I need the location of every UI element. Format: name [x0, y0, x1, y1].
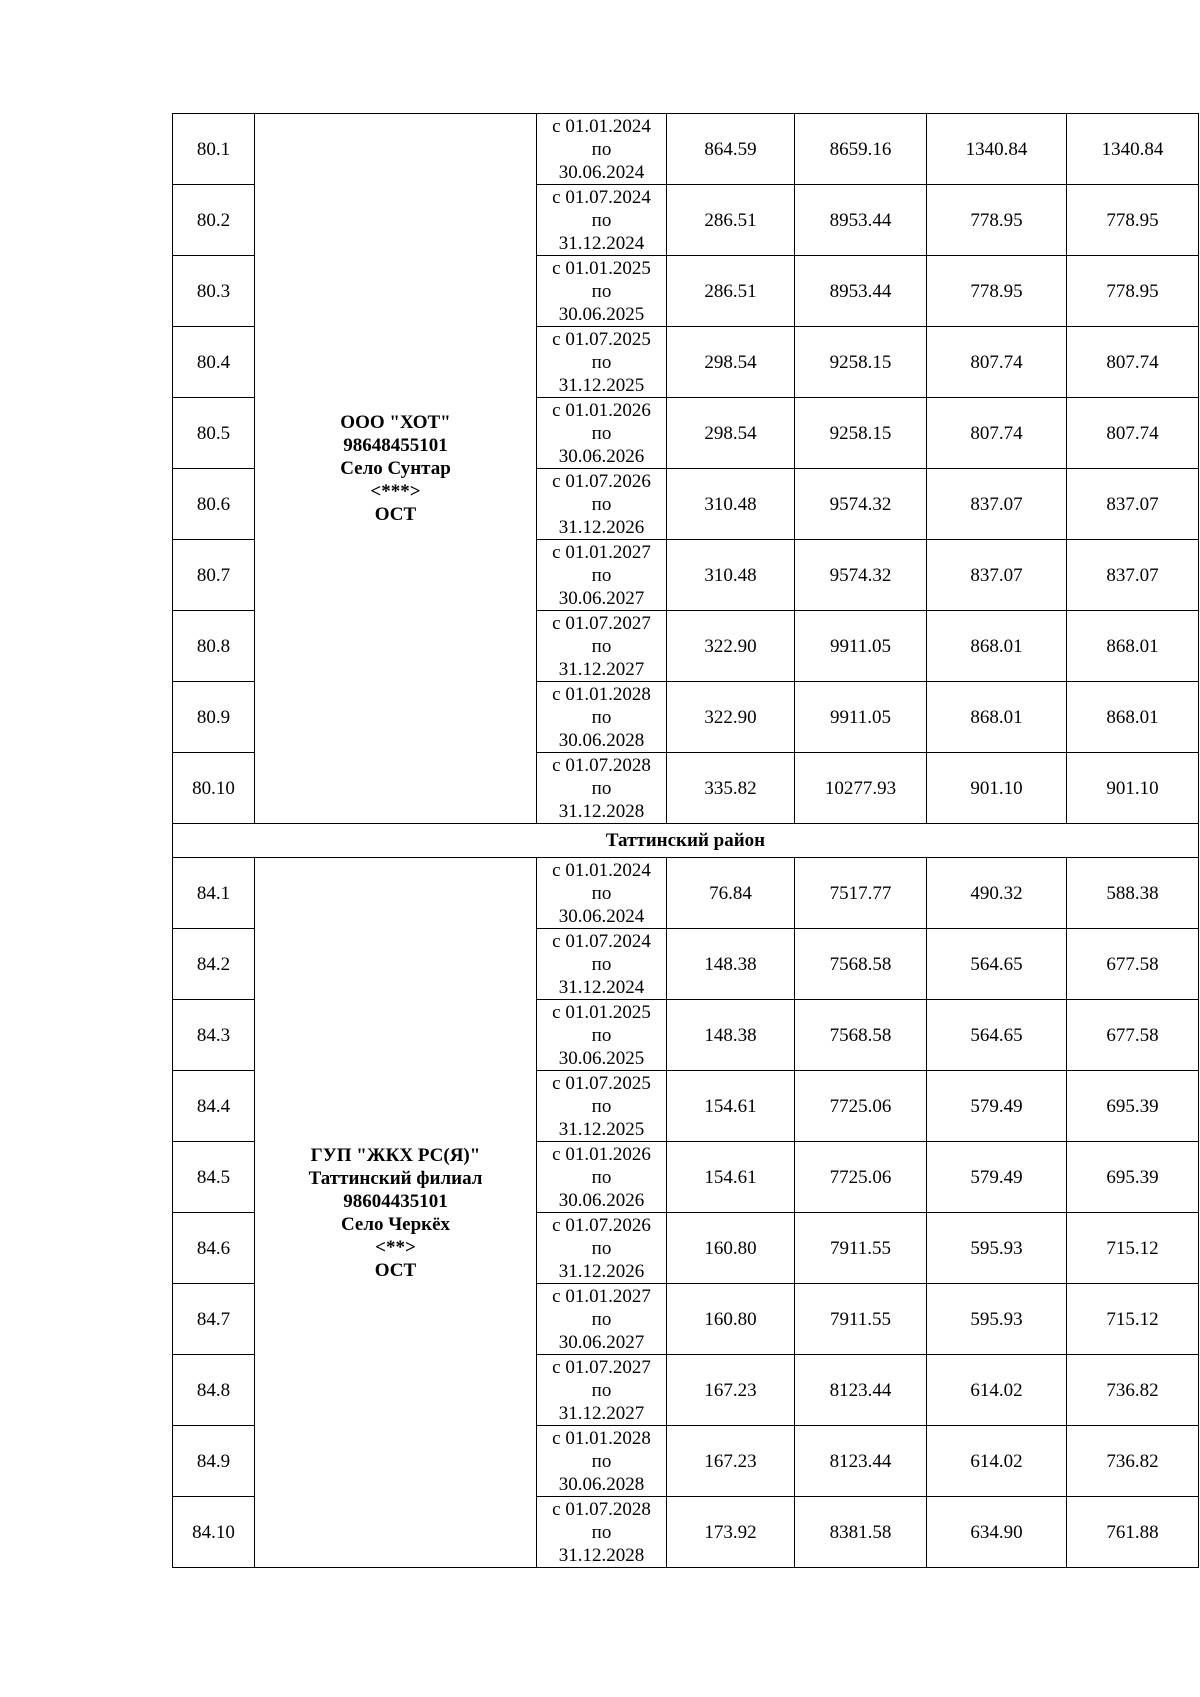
value-cell-3: 837.07	[927, 469, 1067, 540]
row-number: 80.9	[173, 682, 255, 753]
value-cell-1: 154.61	[667, 1142, 795, 1213]
period-cell	[537, 1426, 667, 1497]
period-line: 30.06.2028	[558, 1473, 645, 1495]
value-cell-1: 335.82	[667, 753, 795, 824]
value-cell-1: 160.80	[667, 1284, 795, 1355]
row-number: 80.10	[173, 753, 255, 824]
period-line: с 01.07.2024	[552, 186, 651, 208]
period-line: по	[591, 209, 612, 231]
period-cell	[537, 1497, 667, 1568]
value-cell-2: 8659.16	[795, 114, 927, 185]
organization-line: ОСТ	[374, 504, 417, 525]
value-cell-1: 148.38	[667, 1000, 795, 1071]
organization-line: ОСТ	[374, 1259, 417, 1281]
period-line: по	[591, 1308, 612, 1330]
value-cell-3: 634.90	[927, 1497, 1067, 1568]
period-line: по	[591, 635, 612, 657]
value-cell-1: 298.54	[667, 327, 795, 398]
value-cell-1: 148.38	[667, 929, 795, 1000]
period-line: по	[591, 1166, 612, 1188]
row-number: 80.1	[173, 114, 255, 185]
period-line: с 01.07.2024	[552, 930, 651, 952]
organization-line: Село Сунтар	[340, 458, 451, 479]
period-cell	[537, 1142, 667, 1213]
value-cell-2: 9574.32	[795, 469, 927, 540]
value-cell-4: 868.01	[1067, 682, 1199, 753]
value-cell-4: 837.07	[1067, 469, 1199, 540]
row-number: 80.6	[173, 469, 255, 540]
period-line: по	[591, 1521, 612, 1543]
organization-line: 98648455101	[343, 435, 448, 456]
row-number: 84.10	[173, 1497, 255, 1568]
value-cell-3: 807.74	[927, 327, 1067, 398]
period-line: с 01.01.2026	[552, 399, 651, 421]
period-cell	[537, 1213, 667, 1284]
value-cell-1: 286.51	[667, 185, 795, 256]
row-number: 80.8	[173, 611, 255, 682]
value-cell-2: 7725.06	[795, 1071, 927, 1142]
value-cell-2: 8123.44	[795, 1426, 927, 1497]
value-cell-3: 868.01	[927, 611, 1067, 682]
value-cell-2: 7725.06	[795, 1142, 927, 1213]
period-line: 30.06.2025	[558, 1047, 645, 1069]
period-line: с 01.07.2028	[552, 754, 651, 776]
value-cell-2: 7517.77	[795, 858, 927, 929]
organization-line: <**>	[375, 1236, 416, 1258]
row-number: 84.3	[173, 1000, 255, 1071]
period-line: с 01.01.2025	[552, 257, 651, 279]
period-line: с 01.01.2028	[552, 683, 651, 705]
period-line: с 01.01.2027	[552, 1285, 651, 1307]
value-cell-4: 1340.84	[1067, 114, 1199, 185]
value-cell-4: 736.82	[1067, 1426, 1199, 1497]
value-cell-3: 614.02	[927, 1355, 1067, 1426]
value-cell-2: 9574.32	[795, 540, 927, 611]
period-line: с 01.01.2027	[552, 541, 651, 563]
period-line: по	[591, 1024, 612, 1046]
period-cell	[537, 611, 667, 682]
value-cell-1: 76.84	[667, 858, 795, 929]
period-line: 31.12.2024	[558, 976, 645, 998]
organization-cell	[255, 114, 537, 824]
value-cell-3: 807.74	[927, 398, 1067, 469]
organization-line: 98604435101	[343, 1190, 448, 1212]
value-cell-3: 564.65	[927, 929, 1067, 1000]
value-cell-1: 864.59	[667, 114, 795, 185]
period-line: с 01.01.2026	[552, 1143, 651, 1165]
organization-line: ГУП "ЖКХ РС(Я)"	[310, 1144, 481, 1166]
value-cell-4: 901.10	[1067, 753, 1199, 824]
period-line: по	[591, 493, 612, 515]
period-line: с 01.07.2025	[552, 328, 651, 350]
period-line: 30.06.2028	[558, 729, 645, 751]
period-cell	[537, 327, 667, 398]
value-cell-2: 9911.05	[795, 611, 927, 682]
value-cell-2: 8123.44	[795, 1355, 927, 1426]
value-cell-2: 9258.15	[795, 327, 927, 398]
period-cell	[537, 753, 667, 824]
row-number: 84.6	[173, 1213, 255, 1284]
value-cell-2: 9911.05	[795, 682, 927, 753]
period-cell	[537, 398, 667, 469]
value-cell-3: 614.02	[927, 1426, 1067, 1497]
value-cell-3: 868.01	[927, 682, 1067, 753]
period-line: с 01.07.2026	[552, 1214, 651, 1236]
value-cell-2: 8381.58	[795, 1497, 927, 1568]
row-number: 80.2	[173, 185, 255, 256]
period-line: 30.06.2024	[558, 905, 645, 927]
period-line: по	[591, 138, 612, 160]
value-cell-4: 715.12	[1067, 1213, 1199, 1284]
value-cell-1: 298.54	[667, 398, 795, 469]
value-cell-4: 677.58	[1067, 1000, 1199, 1071]
period-line: с 01.01.2024	[552, 115, 651, 137]
period-cell	[537, 469, 667, 540]
value-cell-4: 677.58	[1067, 929, 1199, 1000]
period-line: 31.12.2025	[558, 374, 645, 396]
period-line: по	[591, 706, 612, 728]
value-cell-3: 778.95	[927, 256, 1067, 327]
period-cell	[537, 929, 667, 1000]
period-line: с 01.07.2025	[552, 1072, 651, 1094]
value-cell-4: 778.95	[1067, 256, 1199, 327]
tariff-table	[172, 113, 1199, 1568]
value-cell-2: 8953.44	[795, 256, 927, 327]
period-cell	[537, 256, 667, 327]
value-cell-2: 10277.93	[795, 753, 927, 824]
period-line: с 01.07.2027	[552, 612, 651, 634]
period-line: по	[591, 351, 612, 373]
period-cell	[537, 1284, 667, 1355]
value-cell-1: 310.48	[667, 540, 795, 611]
period-line: с 01.07.2027	[552, 1356, 651, 1378]
value-cell-1: 167.23	[667, 1355, 795, 1426]
value-cell-4: 778.95	[1067, 185, 1199, 256]
value-cell-1: 167.23	[667, 1426, 795, 1497]
period-line: 30.06.2024	[558, 161, 645, 183]
value-cell-2: 7911.55	[795, 1213, 927, 1284]
region-name: Таттинский район	[173, 824, 1199, 858]
value-cell-3: 490.32	[927, 858, 1067, 929]
value-cell-2: 7911.55	[795, 1284, 927, 1355]
value-cell-3: 595.93	[927, 1284, 1067, 1355]
value-cell-4: 695.39	[1067, 1142, 1199, 1213]
value-cell-4: 761.88	[1067, 1497, 1199, 1568]
period-line: по	[591, 777, 612, 799]
period-line: 31.12.2026	[558, 516, 645, 538]
row-number: 84.9	[173, 1426, 255, 1497]
value-cell-2: 8953.44	[795, 185, 927, 256]
row-number: 80.5	[173, 398, 255, 469]
period-line: 30.06.2026	[558, 445, 645, 467]
period-line: 30.06.2025	[558, 303, 645, 325]
table-body	[173, 114, 1199, 1568]
value-cell-2: 7568.58	[795, 1000, 927, 1071]
period-line: 31.12.2028	[558, 1544, 645, 1566]
period-line: по	[591, 1095, 612, 1117]
value-cell-2: 7568.58	[795, 929, 927, 1000]
period-line: по	[591, 564, 612, 586]
row-number: 80.4	[173, 327, 255, 398]
period-line: по	[591, 953, 612, 975]
period-cell	[537, 185, 667, 256]
value-cell-4: 736.82	[1067, 1355, 1199, 1426]
row-number: 80.3	[173, 256, 255, 327]
region-header-row	[173, 824, 1199, 858]
period-line: 31.12.2026	[558, 1260, 645, 1282]
period-cell	[537, 540, 667, 611]
value-cell-3: 901.10	[927, 753, 1067, 824]
period-line: 31.12.2027	[558, 1402, 645, 1424]
row-number: 80.7	[173, 540, 255, 611]
value-cell-3: 837.07	[927, 540, 1067, 611]
period-line: по	[591, 1450, 612, 1472]
value-cell-3: 778.95	[927, 185, 1067, 256]
value-cell-3: 564.65	[927, 1000, 1067, 1071]
period-cell	[537, 858, 667, 929]
period-cell	[537, 1071, 667, 1142]
period-cell	[537, 1000, 667, 1071]
value-cell-3: 595.93	[927, 1213, 1067, 1284]
organization-line: <***>	[370, 481, 421, 502]
row-number: 84.7	[173, 1284, 255, 1355]
row-number: 84.2	[173, 929, 255, 1000]
period-line: 31.12.2027	[558, 658, 645, 680]
value-cell-1: 154.61	[667, 1071, 795, 1142]
period-line: по	[591, 1379, 612, 1401]
value-cell-2: 9258.15	[795, 398, 927, 469]
period-cell	[537, 114, 667, 185]
period-line: 30.06.2026	[558, 1189, 645, 1211]
value-cell-4: 807.74	[1067, 398, 1199, 469]
period-line: с 01.01.2024	[552, 859, 651, 881]
period-line: 31.12.2025	[558, 1118, 645, 1140]
organization-cell	[255, 858, 537, 1568]
value-cell-3: 1340.84	[927, 114, 1067, 185]
row-number: 84.8	[173, 1355, 255, 1426]
value-cell-4: 868.01	[1067, 611, 1199, 682]
period-line: по	[591, 882, 612, 904]
value-cell-1: 310.48	[667, 469, 795, 540]
period-cell	[537, 1355, 667, 1426]
period-line: с 01.07.2028	[552, 1498, 651, 1520]
table-row	[173, 858, 1199, 929]
period-line: по	[591, 422, 612, 444]
value-cell-3: 579.49	[927, 1142, 1067, 1213]
period-line: с 01.01.2028	[552, 1427, 651, 1449]
period-cell	[537, 682, 667, 753]
period-line: 31.12.2028	[558, 800, 645, 822]
value-cell-1: 173.92	[667, 1497, 795, 1568]
organization-line: Село Черкёх	[340, 1213, 451, 1235]
period-line: 30.06.2027	[558, 1331, 645, 1353]
value-cell-4: 588.38	[1067, 858, 1199, 929]
period-line: с 01.07.2026	[552, 470, 651, 492]
value-cell-4: 695.39	[1067, 1071, 1199, 1142]
value-cell-3: 579.49	[927, 1071, 1067, 1142]
table-row	[173, 114, 1199, 185]
period-line: 30.06.2027	[558, 587, 645, 609]
period-line: по	[591, 1237, 612, 1259]
organization-line: ООО "ХОТ"	[340, 412, 451, 433]
organization-line: Таттинский филиал	[308, 1167, 483, 1189]
value-cell-1: 322.90	[667, 611, 795, 682]
value-cell-1: 160.80	[667, 1213, 795, 1284]
period-line: по	[591, 280, 612, 302]
value-cell-4: 837.07	[1067, 540, 1199, 611]
row-number: 84.4	[173, 1071, 255, 1142]
row-number: 84.1	[173, 858, 255, 929]
row-number: 84.5	[173, 1142, 255, 1213]
value-cell-1: 322.90	[667, 682, 795, 753]
period-line: с 01.01.2025	[552, 1001, 651, 1023]
value-cell-4: 715.12	[1067, 1284, 1199, 1355]
value-cell-4: 807.74	[1067, 327, 1199, 398]
period-line: 31.12.2024	[558, 232, 645, 254]
value-cell-1: 286.51	[667, 256, 795, 327]
